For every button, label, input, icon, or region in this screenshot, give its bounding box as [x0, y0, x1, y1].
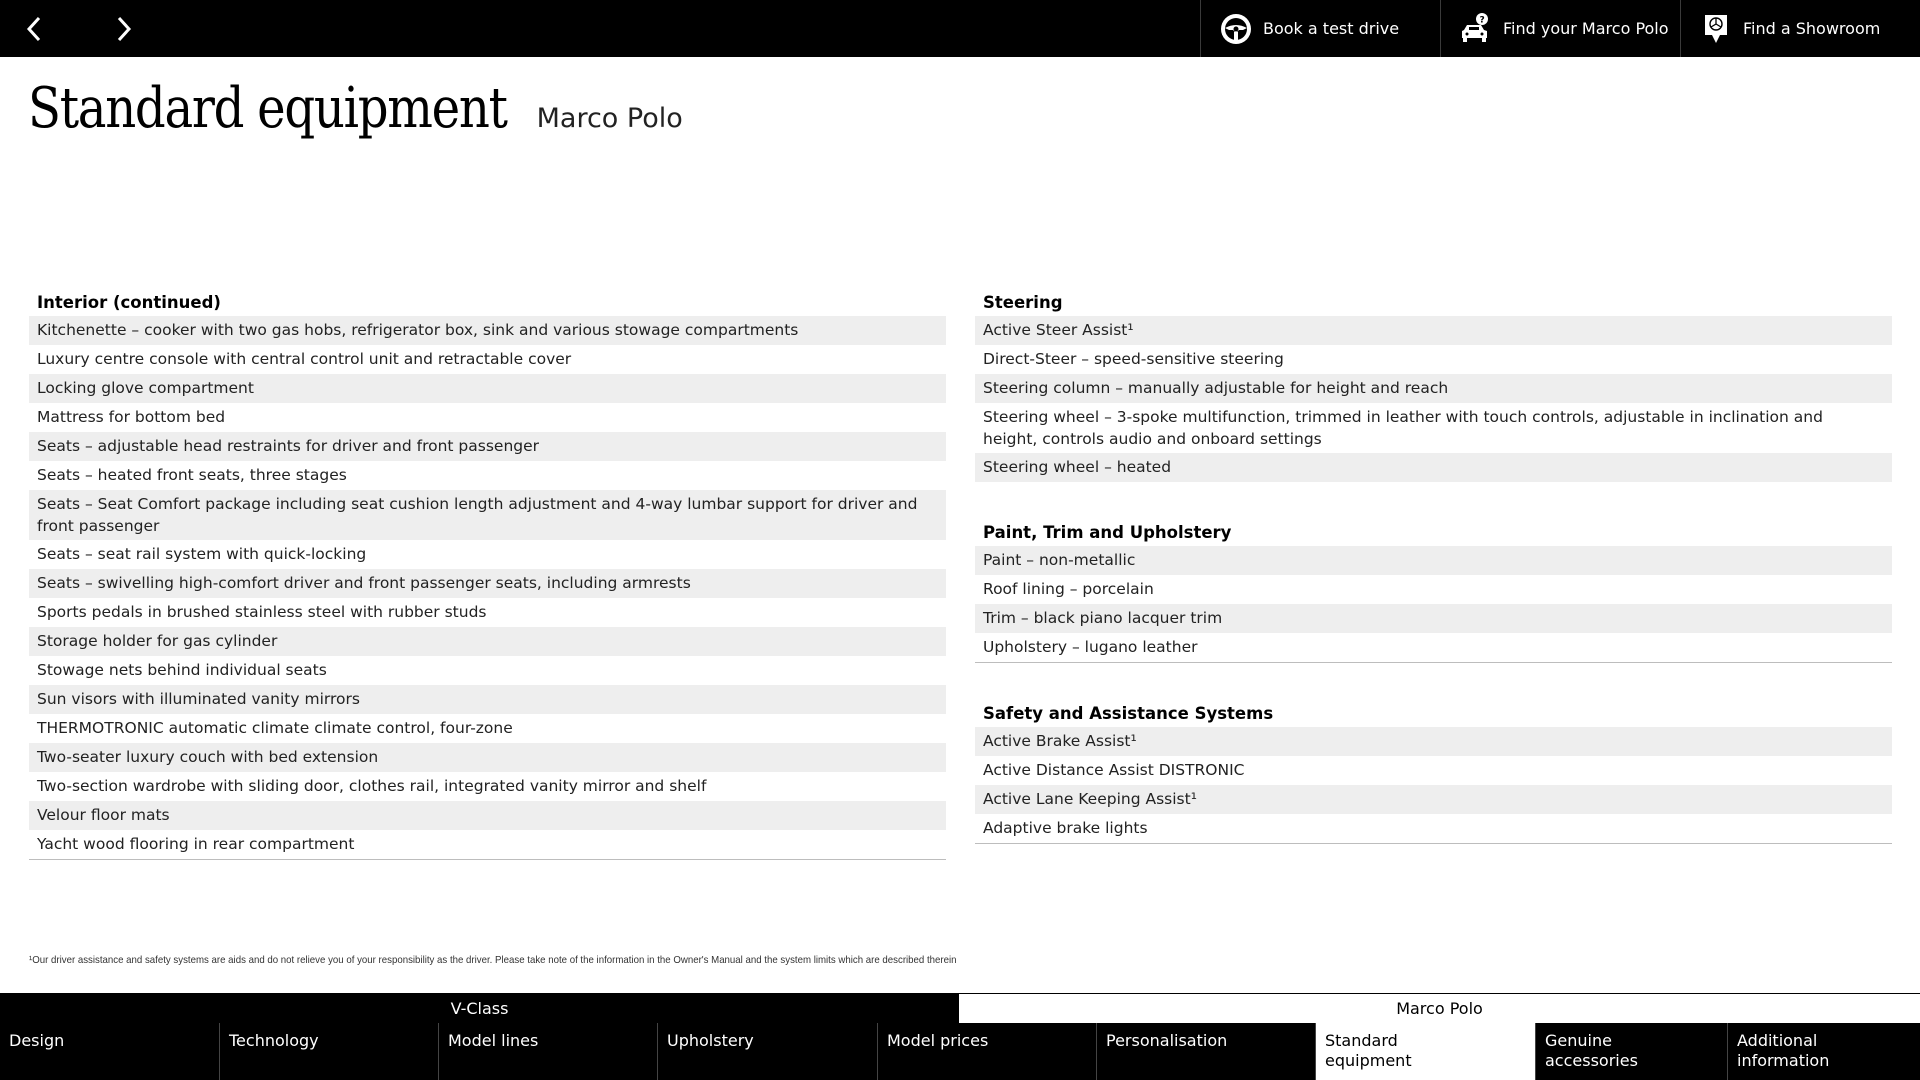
page-subtitle: Marco Polo: [536, 103, 683, 134]
interior-section: [29, 290, 946, 860]
safety-assistance-section: [975, 701, 1892, 844]
find-a-showroom-button[interactable]: [1680, 0, 1920, 57]
list-item: Active Brake Assist¹: [975, 727, 1892, 756]
list-item: Adaptive brake lights: [983, 819, 1148, 837]
brand-tab-marco-polo[interactable]: Marco Polo: [959, 993, 1920, 1023]
equipment-list: [975, 546, 1892, 663]
chevron-right-icon: [112, 14, 134, 44]
list-item: Steering wheel – 3-spoke multifunction, trimmed in leather with touch controls, adjustable in inclination and height, controls audio and onboard settings: [983, 408, 1823, 448]
tab-genuine-accessories[interactable]: Genuine accessories: [1536, 1023, 1728, 1080]
page-title: Standard equipment: [28, 76, 507, 141]
list-item: Sun visors with illuminated vanity mirrors: [29, 685, 946, 714]
list-item: Active Steer Assist¹: [975, 316, 1892, 345]
list-item: Steering column – manually adjustable for height and reach: [975, 374, 1892, 403]
list-item: Luxury centre console with central control unit and retractable cover: [37, 350, 572, 368]
section-tabs: [0, 1023, 1920, 1080]
list-item: Seats – adjustable head restraints for driver and front passenger: [29, 432, 946, 461]
list-item: Direct-Steer – speed-sensitive steering: [983, 350, 1284, 368]
list-item: Locking glove compartment: [29, 374, 946, 403]
find-a-showroom-label: Find a Showroom: [1743, 19, 1881, 38]
equipment-list: [975, 727, 1892, 844]
section-title: Safety and Assistance Systems: [983, 704, 1274, 723]
location-pin-icon: [1699, 12, 1733, 46]
tab-design[interactable]: Design: [0, 1023, 220, 1080]
list-item: THERMOTRONIC automatic climate climate control, four-zone: [37, 719, 513, 737]
list-item: Sports pedals in brushed stainless steel with rubber studs: [37, 603, 487, 621]
next-page-button[interactable]: [88, 0, 158, 57]
top-navigation-bar: [0, 0, 1920, 57]
steering-section: [975, 290, 1892, 482]
list-item: Roof lining – porcelain: [983, 580, 1154, 598]
list-item: Stowage nets behind individual seats: [37, 661, 327, 679]
tab-model-prices[interactable]: Model prices: [878, 1023, 1097, 1080]
list-item: Seats – swivelling high-comfort driver and front passenger seats, including armrests: [29, 569, 946, 598]
model-switcher: [0, 993, 1920, 1023]
page-heading: [28, 76, 683, 141]
list-item: Storage holder for gas cylinder: [29, 627, 946, 656]
topbar-spacer: [158, 0, 1200, 57]
tab-upholstery[interactable]: Upholstery: [658, 1023, 878, 1080]
list-item: Seats – heated front seats, three stages: [37, 466, 347, 484]
chevron-left-icon: [24, 14, 46, 44]
list-item: Mattress for bottom bed: [37, 408, 226, 426]
tab-standard-equipment[interactable]: Standard equipment: [1316, 1023, 1536, 1080]
section-title: Steering: [983, 293, 1063, 312]
list-item: Kitchenette – cooker with two gas hobs, refrigerator box, sink and various stowage compartments: [29, 316, 946, 345]
find-your-marco-polo-button[interactable]: [1440, 0, 1680, 57]
tab-model-lines[interactable]: Model lines: [439, 1023, 658, 1080]
svg-text:?: ?: [1479, 15, 1485, 25]
section-title: Paint, Trim and Upholstery: [983, 523, 1232, 542]
book-test-drive-label: Book a test drive: [1263, 19, 1400, 38]
equipment-list: [29, 316, 946, 860]
list-item: Velour floor mats: [29, 801, 946, 830]
car-search-icon: [1459, 12, 1493, 46]
list-item: Two-seater luxury couch with bed extension: [29, 743, 946, 772]
right-column: [975, 290, 1892, 882]
tab-additional-information[interactable]: Additional information: [1737, 1031, 1830, 1070]
list-item: Trim – black piano lacquer trim: [975, 604, 1892, 633]
previous-page-button[interactable]: [0, 0, 70, 57]
list-item: Two-section wardrobe with sliding door, clothes rail, integrated vanity mirror and shelf: [37, 777, 707, 795]
list-item: Seats – Seat Comfort package including seat cushion length adjustment and 4-way lumbar support for driver and front passenger: [29, 490, 946, 540]
list-item: Seats – seat rail system with quick-locking: [37, 545, 367, 563]
paint-trim-upholstery-section: [975, 520, 1892, 663]
steering-wheel-icon: [1219, 12, 1253, 46]
brand-tab-v-class[interactable]: V-Class: [0, 993, 959, 1023]
footnote: ¹Our driver assistance and safety systems are aids and do not relieve you of your responsibility as the driver. Please take note of the information in the Owner's Manual and the system limits which are described therein: [29, 954, 957, 966]
book-test-drive-button[interactable]: [1200, 0, 1440, 57]
list-item: Steering wheel – heated: [975, 453, 1892, 482]
list-item: Paint – non-metallic: [975, 546, 1892, 575]
bottom-navigation: [0, 993, 1920, 1080]
tab-personalisation[interactable]: Personalisation: [1097, 1023, 1316, 1080]
section-title: Interior (continued): [37, 293, 221, 312]
list-item: Upholstery – lugano leather: [983, 638, 1198, 656]
list-item: Yacht wood flooring in rear compartment: [37, 835, 355, 853]
list-item: Active Lane Keeping Assist¹: [975, 785, 1892, 814]
equipment-list: [975, 316, 1892, 482]
find-your-marco-polo-label: Find your Marco Polo: [1503, 19, 1669, 38]
list-item: Active Distance Assist DISTRONIC: [983, 761, 1245, 779]
left-column: [29, 290, 946, 898]
tab-technology[interactable]: Technology: [220, 1023, 439, 1080]
